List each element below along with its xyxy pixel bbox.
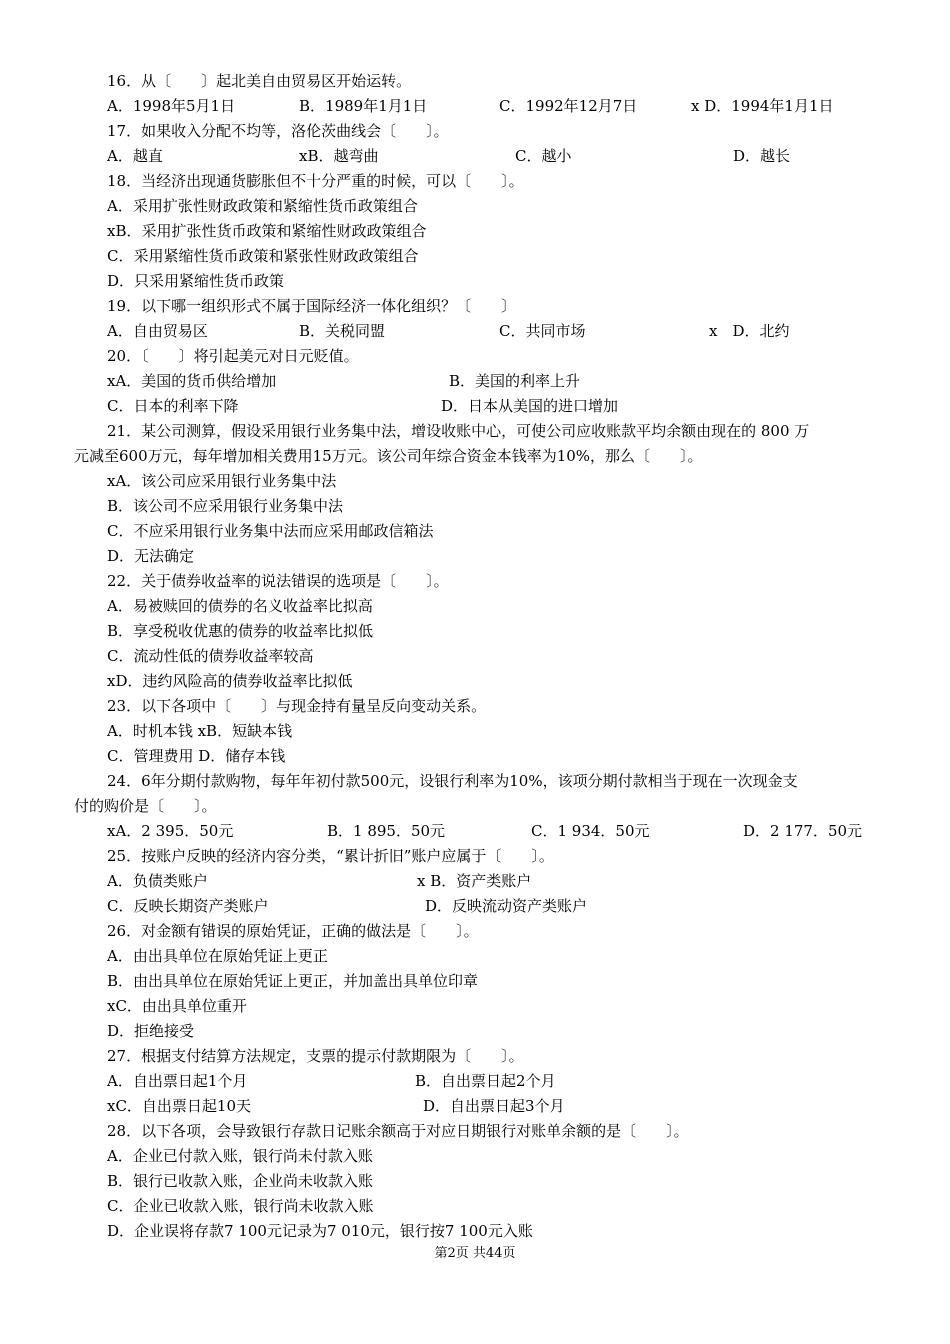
question-stem: 28．以下各项，会导致银行存款日记账余额高于对应日期银行对账单余额的是〔 〕。 [107,1122,689,1140]
option-a: A．易被赎回的债券的名义收益率比拟高 [107,597,373,615]
question-21-stem-line1 [0,419,950,444]
question-stem: 26．对金额有错误的原始凭证，正确的做法是〔 〕。 [107,922,479,940]
question-18-option-b [0,219,950,244]
option-d: D．自出票日起3个月 [423,1097,565,1115]
option-c: C．反映长期资产类账户 [107,897,269,915]
question-27-stem [0,1044,950,1069]
question-21-option-a [0,469,950,494]
question-25-options-cd [0,894,950,919]
option-c: C．共同市场 [499,322,586,340]
option-a: A．企业已付款入账，银行尚未付款入账 [107,1147,373,1165]
question-18-option-a [0,194,950,219]
question-19-options [0,319,950,344]
option-b: B．由出具单位在原始凭证上更正，并加盖出具单位印章 [107,972,479,990]
question-18-option-c [0,244,950,269]
question-stem: 20．〔 〕将引起美元对日元贬值。 [107,347,359,365]
question-stem: 23．以下各项中〔 〕与现金持有量呈反向变动关系。 [107,697,487,715]
option-b: B．1 895．50元 [327,822,446,840]
question-21-option-b [0,494,950,519]
option-d: D．无法确定 [107,547,195,565]
question-22-option-d [0,669,950,694]
option-a: xA．2 395．50元 [107,822,234,840]
question-23-options-ab [0,719,950,744]
question-28-option-d [0,1219,950,1244]
option-b: xB．越弯曲 [299,147,379,165]
question-17-options [0,144,950,169]
option-b: B．该公司不应采用银行业务集中法 [107,497,344,515]
option-a: xA．美国的货币供给增加 [107,372,277,390]
question-21-option-d [0,544,950,569]
question-22-stem [0,569,950,594]
option-c: C．流动性低的债券收益率较高 [107,647,314,665]
question-stem: 16．从〔 〕起北美自由贸易区开始运转。 [107,72,412,90]
option-c: C．企业已收款入账，银行尚未收款入账 [107,1197,374,1215]
question-stem: 19．以下哪一组织形式不属于国际经济一体化组织？〔 〕 [107,297,517,315]
question-18-stem [0,169,950,194]
question-24-options [0,819,950,844]
option-d: xD．违约风险高的债券收益率比拟低 [107,672,353,690]
question-stem: 17．如果收入分配不均等，洛伦茨曲线会〔 〕。 [107,122,449,140]
option-c: C．采用紧缩性货币政策和紧张性财政政策组合 [107,247,419,265]
question-26-stem [0,919,950,944]
option-d: D．越长 [733,147,791,165]
question-21-option-c [0,519,950,544]
question-16-options [0,94,950,119]
option-a: xA．该公司应采用银行业务集中法 [107,472,337,490]
question-28-option-a [0,1144,950,1169]
question-20-options-ab [0,369,950,394]
option-d: D．企业误将存款7 100元记录为7 010元，银行按7 100元入账 [107,1222,533,1240]
option-c: xC．由出具单位重开 [107,997,247,1015]
question-22-option-b [0,619,950,644]
question-26-option-a [0,944,950,969]
question-stem-continued: 付的购价是〔 〕。 [74,797,217,815]
option-a: A．越直 [107,147,163,165]
option-a: A．采用扩张性财政政策和紧缩性货币政策组合 [107,197,418,215]
option-c: C．1992年12月7日 [499,97,638,115]
question-16-stem [0,69,950,94]
question-23-options-cd [0,744,950,769]
option-d: D．2 177．50元 [743,822,863,840]
option-cd: C．管理费用 D．储存本钱 [107,747,286,765]
question-26-option-d [0,1019,950,1044]
option-b: B．自出票日起2个月 [415,1072,556,1090]
option-a: A．自由贸易区 [107,322,208,340]
question-24-stem-line2 [0,794,950,819]
question-27-options-ab [0,1069,950,1094]
question-19-stem [0,294,950,319]
question-stem: 22．关于债券收益率的说法错误的选项是〔 〕。 [107,572,449,590]
question-stem: 18．当经济出现通货膨胀但不十分严重的时候，可以〔 〕。 [107,172,524,190]
option-b: B．银行已收款入账，企业尚未收款入账 [107,1172,374,1190]
option-c: C．越小 [515,147,572,165]
option-a: A．负债类账户 [107,872,208,890]
option-d: D．只采用紧缩性货币政策 [107,272,285,290]
option-d: x D．1994年1月1日 [691,97,834,115]
option-c: xC．自出票日起10天 [107,1097,252,1115]
question-25-options-ab [0,869,950,894]
question-18-option-d [0,269,950,294]
question-21-stem-line2 [0,444,950,469]
question-27-options-cd [0,1094,950,1119]
question-28-option-c [0,1194,950,1219]
option-b: B．享受税收优惠的债券的收益率比拟低 [107,622,374,640]
page-footer: 第2页 共44页 [434,1246,516,1261]
option-b: B．关税同盟 [299,322,386,340]
question-25-stem [0,844,950,869]
option-ab: A．时机本钱 xB．短缺本钱 [107,722,293,740]
option-d: D．日本从美国的进口增加 [441,397,619,415]
option-a: A．1998年5月1日 [107,97,236,115]
question-28-stem [0,1119,950,1144]
option-c: C．1 934．50元 [531,822,650,840]
question-22-option-c [0,644,950,669]
question-17-stem [0,119,950,144]
option-d: D．拒绝接受 [107,1022,195,1040]
option-c: C．日本的利率下降 [107,397,239,415]
question-22-option-a [0,594,950,619]
option-b: B．美国的利率上升 [449,372,581,390]
option-c: C．不应采用银行业务集中法而应采用邮政信箱法 [107,522,434,540]
question-28-option-b [0,1169,950,1194]
option-d: x D．北约 [709,322,790,340]
question-26-option-b [0,969,950,994]
question-20-stem [0,344,950,369]
question-stem: 21．某公司测算，假设采用银行业务集中法，增设收账中心，可使公司应收账款平均余额由现在的 800 万 [107,422,810,440]
question-stem: 25．按账户反映的经济内容分类，“累计折旧”账户应属于〔 〕。 [107,847,554,865]
option-d: D．反映流动资产类账户 [425,897,588,915]
question-stem-continued: 元减至600万元，每年增加相关费用15万元。该公司年综合资金本钱率为10%，那么〔 〕。 [74,447,703,465]
option-a: A．由出具单位在原始凭证上更正 [107,947,328,965]
option-b: xB．采用扩张性货币政策和紧缩性财政政策组合 [107,222,427,240]
option-a: A．自出票日起1个月 [107,1072,248,1090]
question-23-stem [0,694,950,719]
option-b: B．1989年1月1日 [299,97,428,115]
question-26-option-c [0,994,950,1019]
question-stem: 24．6年分期付款购物，每年年初付款500元，设银行利率为10%，该项分期付款相当于现在一次现金支 [107,772,798,790]
question-24-stem-line1 [0,769,950,794]
question-20-options-cd [0,394,950,419]
option-b: x B．资产类账户 [417,872,532,890]
question-stem: 27．根据支付结算方法规定，支票的提示付款期限为〔 〕。 [107,1047,524,1065]
